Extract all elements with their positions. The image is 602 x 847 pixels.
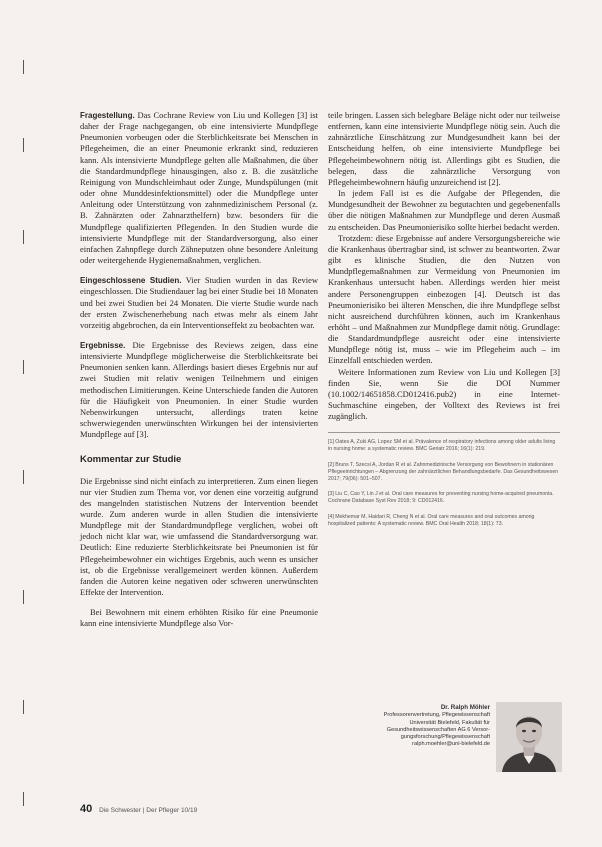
page-number: 40 [80, 803, 93, 815]
reference-item: [1] Oates A, Zuki AG, Lopez SM et al. Prävalence of respiratory infections among older adults living in nursing home: a systematic review. BMC Geriatr 2016; 16(1): 219. [328, 439, 556, 453]
edge-mark [23, 792, 24, 806]
author-affiliation-line: Universität Bielefeld, Fakultät für [409, 719, 490, 726]
paragraph-ergebnisse [80, 340, 318, 440]
paragraph-lead: Eingeschlossene Studien. [80, 276, 182, 286]
author-email: ralph.moehler@uni-bielefeld.de [412, 741, 490, 748]
section-heading: Kommentar zur Studie [80, 454, 182, 466]
paragraph-fragestellung [80, 110, 318, 266]
paragraph-continued: teile bringen. Lassen sich belegbare Beläge nicht oder nur teilweise entfernen, kann eine intensivierte Mundpflege nötig sein. Auch die zahnärztliche Einschätzung zur Mundgesundheit kann bei der Entscheidung helfen, ob eine intensivierte Mundpflege bei Pflegeheimbewohnern nötig ist. Allerdings gibt es Studien, die belegen, dass die zahnärztliche Versorgung von Pflegeheimbewohnern häufig unzureichend ist [2]. [328, 110, 560, 187]
edge-mark [23, 138, 24, 152]
journal-name: Die Schwester | Der Pfleger 10/19 [99, 807, 198, 814]
author-name: Dr. Ralph Möhler [440, 704, 490, 711]
reference-list [328, 432, 560, 527]
paragraph-weitere-informationen: Weitere Informationen zum Review von Liu und Kollegen [3] finden Sie, wenn Sie die DOI Nummer (10.1002/14651858.CD012416.pub2) in eine Internet-Suchmaschine eingeben, der Volltext des Reviews ist frei zugänglich. [328, 366, 560, 422]
edge-mark [23, 60, 24, 74]
author-affiliation-line: Professorenvertretung, Pflegewissenschaft [383, 712, 490, 719]
author-info [320, 704, 490, 749]
paragraph-text: Vier Studien wurden in das Review eingeschlossen. Die Studiendauer lag bei einer Studie bei 18 Monaten und bei zwei Studien bei 24 Monaten. Die vierte Studie wurde nach der ersten Zwischenerhebung nach etwas mehr als einem Jahr vorzeitig abgebrochen, da ein Interventionseffekt zu beobachten war. [80, 275, 319, 330]
paragraph-uebertragbarkeit: Trotzdem: diese Ergebnisse auf andere Versorgungsbereiche wie die Krankenhaus übertragbar sind, ist schwer zu beantworten. Zwar gibt es klinische Studien, die den Nutzen von Mundpflegemaßnahmen zur Vermeidung von Pneumonien im Krankenhaus untersucht haben. Allerdings werden hier meist andere Personengruppen einbezogen [4]. Deutsch ist das Pneumonierisiko bei älteren Menschen, die ihre Mundpflege selbst nicht ausreichend durchführen können, auch im Krankenhaus erhöht – und Maßnahmen zur Mundpflege damit nötig. Grundlage: die Standardmundpflege ausreicht oder eine intensivierte Mundpflege nötig ist, muss – wie im Pflegeheim auch – im Einzelfall entschieden werden. [328, 232, 560, 366]
paragraph-studien [80, 275, 318, 331]
paragraph-lead: Fragestellung. [80, 111, 135, 120]
reference-item: [3] Liu C, Cao Y, Lin J et al. Oral care measures for preventing nursing home-acquired pneumonia. Cochrane Database Syst Rev 2018; 9: CD012416. [328, 491, 554, 505]
reference-item: [2] Bruns T, Szecsi A, Jordan R et al. Zahnmedizinische Versorgung von Bewohnern in stationären Pflegeeinrichtungen – Abgrenzung der zahnärztlichen Behandlungsbedarfe. Das Gesundheitswesen 2017; 79(06): 501–507. [328, 461, 559, 482]
edge-mark [23, 700, 24, 714]
author-affiliation-line: Gesundheitswissenschaften AG 6 Versor- [386, 726, 490, 733]
reference-item: [4] Mekhemar M, Haidari R, Cheng N et al. Oral care measures and oral outcomes among hospitalized patients: A systematic review. BMC Oral Health 2018; 18(1): 73. [328, 513, 535, 527]
author-affiliation-line: gungsforschung/Pflegewissenschaft [400, 734, 490, 741]
paragraph-aufgabe: In jedem Fall ist es die Aufgabe der Pflegenden, die Mundgesundheit der Bewohner zu begutachten und gegebenenfalls über die nötigen Maßnahmen zur Mundpflege und deren Ausmaß zu entscheiden. Das Pneumonierisiko sollte hierbei bedacht werden. [328, 188, 560, 232]
paragraph-lead: Ergebnisse. [80, 340, 126, 350]
page-footer [80, 803, 197, 815]
left-column [80, 110, 318, 630]
paragraph-text: Das Cochrane Review von Liu und Kollegen [3] ist daher der Frage nachgegangen, ob eine intensivierte Mundpflege Pneumonien vorbeugen oder die Sterblichkeitsrate bei Menschen in Pflegeheimen, die an einer Pneumonie erkrankt sind, reduzieren kann. Als intensivierte Mundpflege gelten alle Maßnahmen, die über die Standardmundpflege hinausgingen, also z. B. die zusätzliche Reinigung von Mundschleimhaut oder Zunge, Mundspülungen (mit oder ohne Munddesinfektionsmittel) oder die Mundpflege unter Anleitung oder Unterstützung von zahnmedizinischem Personal (z. B. Zahnärzten oder Zahnarzthelfern) bzw. besonders für die Mundpflege qualifizierten Pflegenden. In den Studien wurde die intensivierte Mundpflege mit der Standardversorgung, also einer einfachen Zahnpflege durch Zähneputzen ohne besondere Anleitung oder weitergehende Hygienemaßnahmen, verglichen. [80, 110, 319, 266]
author-photo [496, 702, 562, 772]
paragraph-bewohner: Bei Bewohnern mit einem erhöhten Risiko für eine Pneumonie kann eine intensivierte Mundpflege also Vor- [80, 607, 318, 629]
author-box [384, 702, 562, 772]
edge-mark [23, 470, 24, 484]
edge-mark [23, 360, 24, 374]
paragraph-text: Die Ergebnisse des Reviews zeigen, dass eine intensivierte Mundpflege möglicherweise die Sterblichkeitsrate bei Pneumonien senken kann. Allerdings basiert dieses Ergebnis nur auf zwei Studien mit relativ wenigen Teilnehmern und einigen methodischen Limitierungen. Keine Unterschiede fanden die Autoren für die Häufigkeit von Pneumonien. In einer Studie wurden Nebenwirkungen untersucht, allerdings traten keine schwerwiegenden unerwünschten Wirkungen bei der intensivierten Mundpflege auf [3]. [80, 339, 318, 440]
edge-mark [23, 230, 24, 244]
paragraph-kommentar: Die Ergebnisse sind nicht einfach zu interpretieren. Zum einen liegen nur vier Studien zum Thema vor, vor denen eine vorzeitig aufgrund des mangelnden statistischen Nutzens der Intervention beendet wurde. Zum anderen wurde in allen Studien die intensivierte Mundpflege mit der Standardmundpflege verglichen, wobei oft jedoch nicht klar war, wie umfassend die Standardversorgung war. Deutlich: Eine reduzierte Sterblichkeitsrate bei Pneumonien ist für Pflegeheimbewohner ein wichtiges Ergebnis, auch wenn es unsicher ist, ob die Ergebnisse verallgemeinert werden können. Außerdem fanden die Autoren keine negativen oder schweren unerwünschten Effekte der Intervention. [80, 475, 318, 598]
edge-mark [23, 590, 24, 604]
right-column [328, 110, 560, 537]
